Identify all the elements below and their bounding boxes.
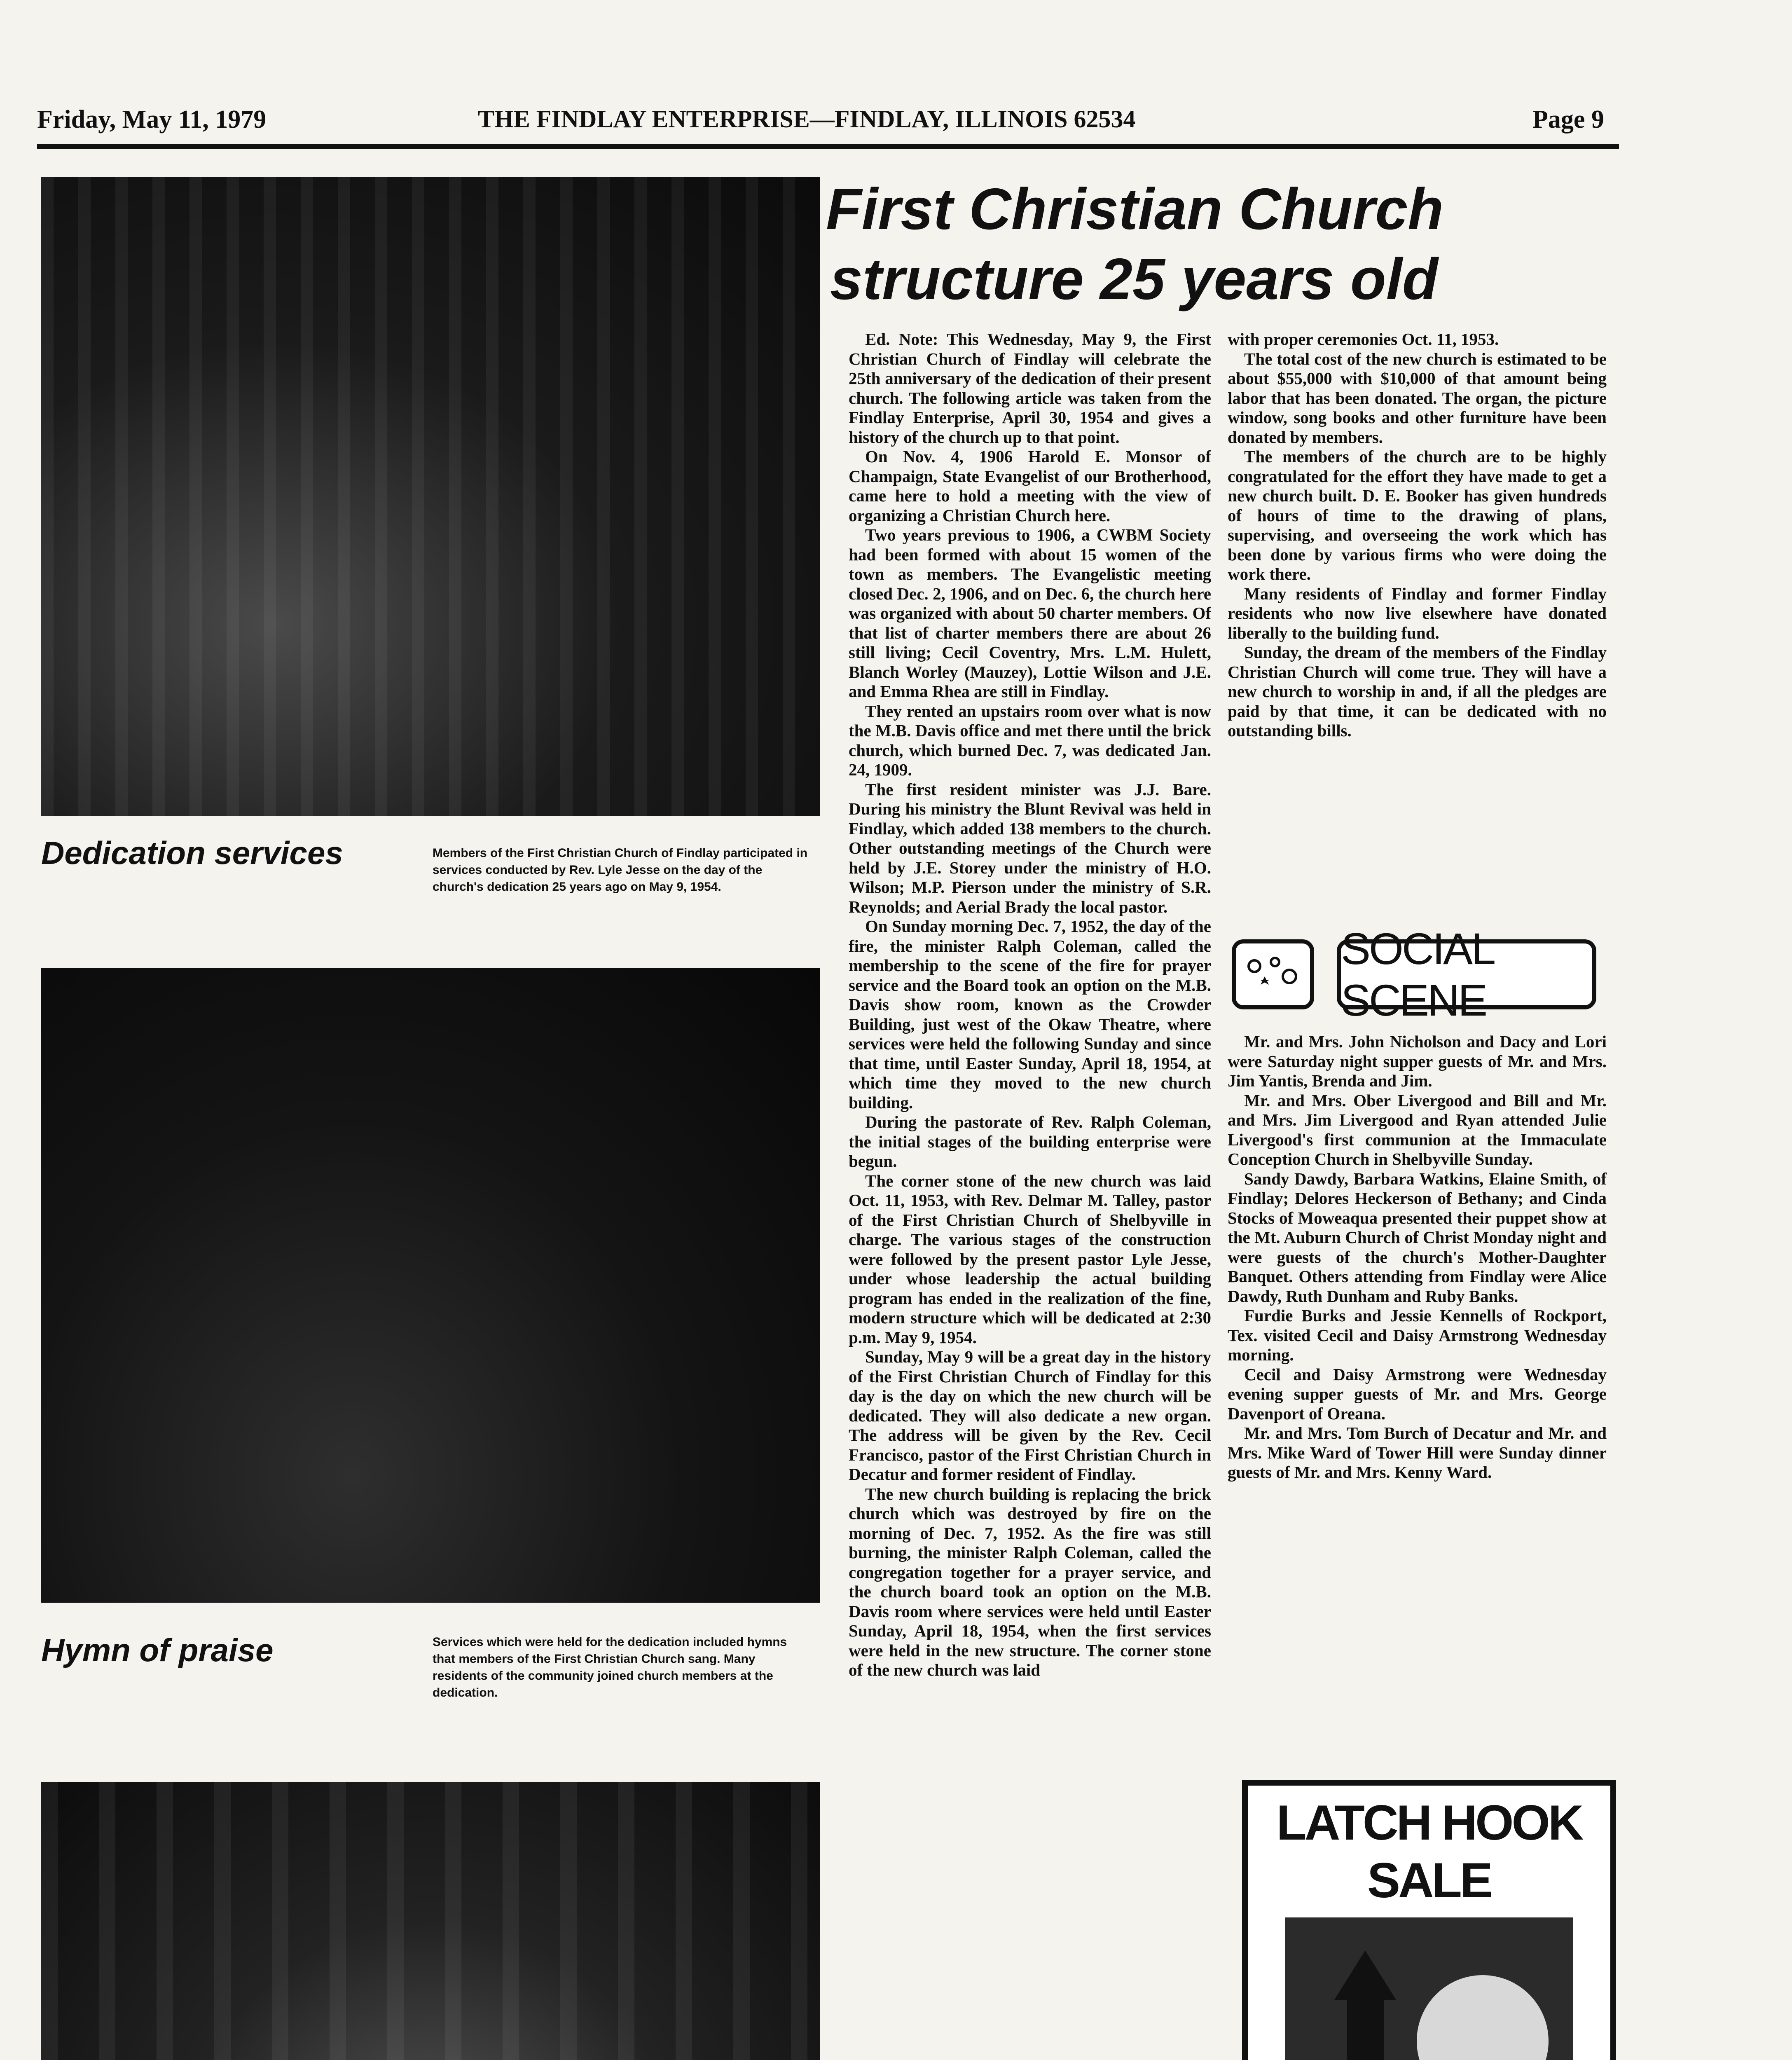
social-item: Mr. and Mrs. John Nicholson and Dacy and Lori were Saturday night supper guests of Mr. and Mrs. Jim Yantis, Brenda and Jim.	[1228, 1032, 1607, 1090]
article-paragraph: The total cost of the new church is estimated to be about $55,000 with $10,000 of that amount being labor that has been donated. The organ, the picture window, song books and other furniture have been donated by members.	[1228, 349, 1607, 447]
article-paragraph: Two years previous to 1906, a CWBM Society had been formed with about 15 women of the town as members. The Evangelistic meeting closed Dec. 2, 1906, and on Dec. 6, the church here was organized with about 50 charter members. Of that list of charter members there are about 26 still living; Cecil Coventry, Mrs. L.M. Hulett, Blanch Worley (Mauzey), Lottie Wilson and J.E. and Emma Rhea are still in Findlay.	[849, 525, 1211, 701]
article-paragraph: Sunday, the dream of the members of the Findlay Christian Church will come true. They will have a new church to worship in and, if all the pledges are paid by that time, it can be dedicated with no outstanding bills.	[1228, 643, 1607, 740]
social-scene-icon	[1232, 939, 1314, 1009]
article-paragraph: The new church building is replacing the brick church which was destroyed by fire on the morning of Dec. 7, 1952. As the fire was still burning, the minister Ralph Coleman, called the congregation together for a prayer service, and the church board took an option on the M.B. Davis room where services were held until Easter Sunday, April 18, 1954, when the first services were held in the new structure. The corner stone of the new church was laid	[849, 1484, 1211, 1679]
caption-title-hymn: Hymn of praise	[41, 1632, 274, 1668]
article-paragraph: On Sunday morning Dec. 7, 1952, the day of the fire, the minister Ralph Coleman, called the membership to the scene of the fire for prayer service and the Board took an option on the M.B. Davis show room, known as the Crowder Building, just west of the Okaw Theatre, where services were held the following Sunday and since that time, until Easter Sunday, April 18, 1954, at which time they moved to the new church building.	[849, 917, 1211, 1112]
headline-line-2: structure 25 years old	[830, 246, 1438, 312]
ad-latch-title	[1248, 1794, 1610, 1909]
article-column-1	[849, 330, 1211, 2060]
social-item: Mr. and Mrs. Ober Livergood and Bill and Mr. and Mrs. Jim Livergood and Ryan attended Julie Livergood's first communion at the Immaculate Conception Church in Shelbyville Sunday.	[1228, 1091, 1607, 1168]
photo-dedication	[41, 177, 820, 816]
caption-dedication: Members of the First Christian Church of Findlay participated in services conducted by Rev. Lyle Jesse on the day of the church's dedication 25 years ago on May 9, 1954.	[433, 846, 808, 894]
article-paragraph: The first resident minister was J.J. Bare. During his ministry the Blunt Revival was held in Findlay, which added 138 members to the church. Other outstanding meetings of the Church were held by J.E. Storey under the ministry of H.O. Wilson; M.P. Pierson under the ministry of S.R. Reynolds; and Aerial Brady the local pastor.	[849, 780, 1211, 916]
ad-latch-title-line-2: SALE	[1367, 1853, 1491, 1908]
ad-latch-title-line-1: LATCH HOOK	[1276, 1795, 1582, 1850]
social-scene-banner	[1337, 924, 1596, 1025]
page-number: Page 9	[1532, 105, 1604, 133]
photo-church-members	[41, 1782, 820, 2060]
social-item: Sandy Dawdy, Barbara Watkins, Elaine Smith, of Findlay; Delores Heckerson of Bethany; and Cinda Stocks of Moweaqua presented their puppet show at the Mt. Auburn Church of Christ Monday night and were guests of the church's Mother-Daughter Banquet. Others attending from Findlay were Alice Dawdy, Ruth Dunham and Ruby Banks.	[1228, 1169, 1607, 1306]
social-item: Cecil and Daisy Armstrong were Wednesday evening supper guests of Mr. and Mrs. George Davenport of Oreana.	[1228, 1365, 1607, 1423]
ad-latch-hook-sale	[1242, 1780, 1616, 2060]
article-paragraph: with proper ceremonies Oct. 11, 1953.	[1228, 330, 1499, 349]
article-paragraph: On Nov. 4, 1906 Harold E. Monsor of Champaign, State Evangelist of our Brotherhood, came here to hold a meeting with the view of organizing a Christian Church here.	[849, 447, 1211, 525]
article-paragraph: They rented an upstairs room over what is now the M.B. Davis office and met there until the brick church, which burned Dec. 7, was dedicated Jan. 24, 1909.	[849, 701, 1211, 779]
social-item: Furdie Burks and Jessie Kennells of Rockport, Tex. visited Cecil and Daisy Armstrong Wednesday morning.	[1228, 1306, 1607, 1364]
headline-line-1: First Christian Church	[826, 176, 1444, 242]
article-paragraph: The members of the church are to be highly congratulated for the effort they have made to get a new church built. D. E. Booker has given hundreds of hours of time to the drawing of plans, supervising, and overseeing the work which has been done by various firms who were doing the work there.	[1228, 447, 1607, 583]
article-paragraph: During the pastorate of Rev. Ralph Coleman, the initial stages of the building enterprise were begun.	[849, 1112, 1211, 1170]
photo-hymn	[41, 968, 820, 1603]
social-item: Mr. and Mrs. Tom Burch of Decatur and Mr. and Mrs. Mike Ward of Tower Hill were Sunday dinner guests of Mr. and Mrs. Kenny Ward.	[1228, 1423, 1607, 1482]
paper-name: THE FINDLAY ENTERPRISE—FINDLAY, ILLINOIS 62534	[478, 105, 1136, 133]
article-paragraph: Many residents of Findlay and former Findlay residents who now live elsewhere have donated liberally to the building fund.	[1228, 584, 1607, 642]
article-paragraph: Ed. Note: This Wednesday, May 9, the First Christian Church of Findlay will celebrate the 25th anniversary of the dedication of their present church. The following article was taken from the Findlay Enterprise, April 30, 1954 and gives a history of the church up to that point.	[849, 330, 1211, 447]
article-paragraph: The corner stone of the new church was laid Oct. 11, 1953, with Rev. Delmar M. Talley, pastor of the First Christian Church of Shelbyville in charge. The various stages of the construction were followed by the present pastor Lyle Jesse, under whose leadership the actual building program has ended in the realization of the fine, modern structure which will be dedicated at 2:30 p.m. May 9, 1954.	[849, 1171, 1211, 1347]
latch-hook-canvas-picture	[1285, 1917, 1573, 2060]
caption-title-dedication: Dedication services	[41, 835, 343, 871]
article-paragraph: Sunday, May 9 will be a great day in the history of the First Christian Church of Findlay for this day is the day on which the new church will be dedicated. They will also dedicate a new organ. The address will be given by the Rev. Cecil Francisco, pastor of the First Christian Church in Decatur and former resident of Findlay.	[849, 1347, 1211, 1484]
issue-date: Friday, May 11, 1979	[37, 105, 267, 133]
article-column-2	[1228, 330, 1607, 741]
header-rule	[37, 144, 1619, 149]
social-scene-title: SOCIAL SCENE	[1341, 924, 1493, 1025]
caption-hymn: Services which were held for the dedication included hymns that members of the First Christian Church sang. Many residents of the community joined church members at the dedication.	[433, 1635, 787, 1700]
social-scene-column	[1228, 1032, 1607, 1482]
